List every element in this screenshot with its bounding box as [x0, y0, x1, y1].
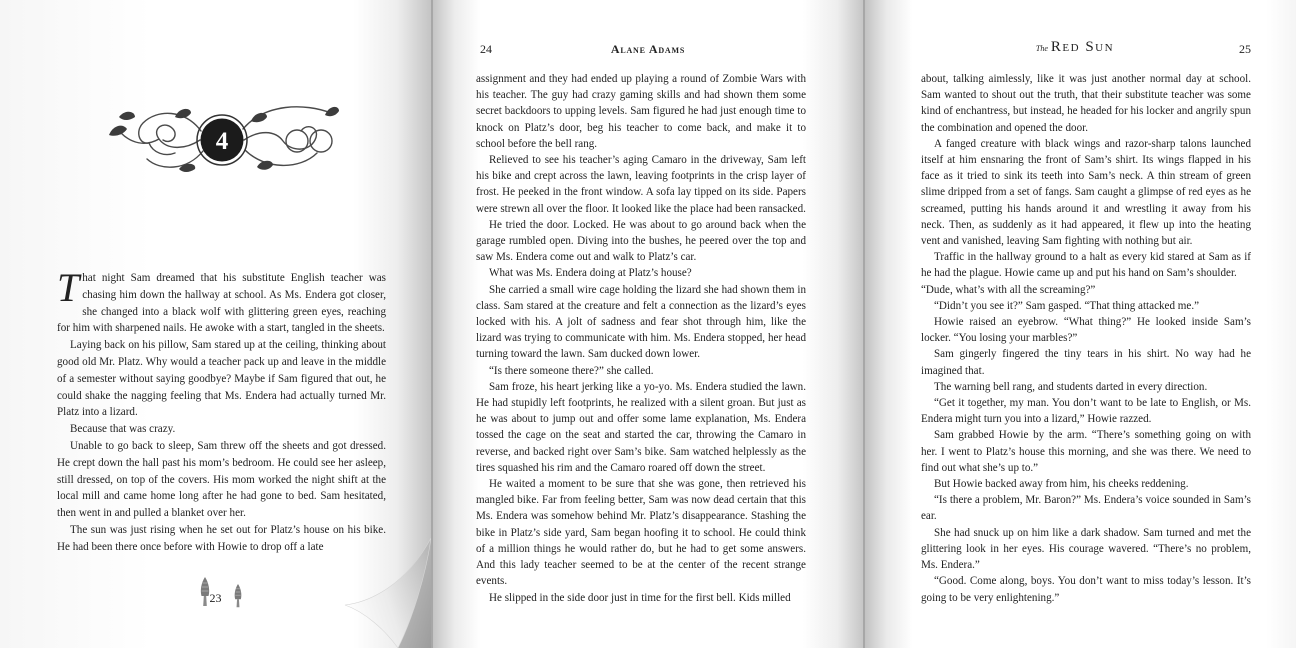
- chapter-number: 4: [215, 128, 229, 155]
- body-paragraph: “Is there someone there?” she called.: [489, 364, 654, 377]
- body-paragraph: assignment and they had ended up playing a round of Zombie Wars with his teacher. The guy had crazy gaming skills and had shown them some secret backdoors to upping levels. Sam figured he had just enough time to knock on Platz’s door, beg his teacher to come back, and make it to school before the bell rang.: [476, 73, 806, 150]
- book-page-middle: [433, 0, 863, 648]
- page-text: [57, 270, 386, 582]
- page-curl[interactable]: [340, 530, 431, 648]
- body-paragraph: The warning bell rang, and students darted in every direction.: [934, 380, 1208, 393]
- body-paragraph: “Good. Come along, boys. You don’t want to miss today’s lesson. It’s going to be very enlightening.”: [921, 575, 1251, 604]
- body-paragraph: [57, 270, 386, 337]
- book-page-left: [0, 0, 431, 648]
- body-paragraph: Because that was crazy.: [70, 423, 176, 436]
- page-number: 24: [480, 42, 492, 56]
- body-paragraph: Unable to go back to sleep, Sam threw off the sheets and got dressed. He crept down the hall past his mom’s bedroom. He could see her asleep, still dressed, on top of the covers. His mom worked the night shift at the local mill and came home long after he had gone to bed. Sam hesitated, then went in and pulled a blanket over her.: [57, 439, 386, 520]
- body-paragraph: A fanged creature with black wings and razor-sharp talons launched itself at him ensnaring the front of Sam’s shirt. Its wings flapped in his face as it tried to sink its teeth into Sam’s neck. A thin stream of green slime dripped from a set of fangs. Sam caught a glimpse of red eyes as he screamed, putting his hands around it and wrestling it away from his neck. Then, as suddenly as it had appeared, it flew up into the heating vent and vanished, leaving Sam fighting with nothing but air.: [921, 137, 1251, 248]
- running-head-author: Alane Adams: [610, 42, 686, 56]
- mushroom-icon: [233, 584, 243, 608]
- drop-cap: T: [57, 270, 80, 310]
- running-head-title-prefix: The: [1035, 44, 1048, 53]
- body-paragraph: Traffic in the hallway ground to a halt as every kid stared at Sam as if he had the plague. Howie came up and put his hand on Sam’s shoulder.: [921, 251, 1251, 280]
- body-paragraph: She carried a small wire cage holding the lizard she had shown them in class. Sam stared at the creature and felt a connection as the lizard’s eyes locked with his. A jolt of sadness and fear shot through him, like the lizard was trying to communicate with him. Ms. Endera stopped, her head turning toward the lawn. Sam ducked down lower.: [476, 283, 806, 361]
- body-paragraph: But Howie backed away from him, his cheeks reddening.: [934, 478, 1189, 491]
- page-number: 25: [1239, 42, 1251, 56]
- body-paragraph: She had snuck up on him like a dark shadow. Sam turned and met the glittering look in her eyes. His courage wavered. “There’s no problem, Ms. Endera.”: [921, 526, 1251, 572]
- body-paragraph: “Is there a problem, Mr. Baron?” Ms. Endera’s voice sounded in Sam’s ear.: [921, 494, 1251, 523]
- book-page-right: [865, 0, 1296, 648]
- chapter-ornament: [105, 95, 340, 190]
- running-head-title-block: [865, 38, 1285, 58]
- body-paragraph: He slipped in the side door just in time for the first bell. Kids milled: [489, 591, 791, 604]
- body-paragraph: Laying back on his pillow, Sam stared up at the ceiling, thinking about good old Mr. Platz. Why would a teacher pack up and leave in the middle of a semester without saying goodbye? Maybe if Sam figured that out, he could shake the nagging feeling that Ms. Endera had actually turned Mr. Platz into a lizard.: [57, 339, 386, 419]
- body-paragraph: Sam gingerly fingered the tiny tears in his shirt. No way had he imagined that.: [921, 348, 1251, 377]
- paragraph-text: hat night Sam dreamed that his substitute English teacher was chasing him down the hallway at school. As Ms. Endera got closer, she changed into a black wolf with glittering green eyes, reaching for him with sharpened nails. He awoke with a start, tangled in the sheets.: [57, 272, 386, 335]
- page-number: 23: [209, 591, 222, 605]
- body-paragraph: Sam grabbed Howie by the arm. “There’s something going on with her. I went to Platz’s house this morning, and she was there. We need to find out what she’s up to.”: [921, 429, 1251, 474]
- body-paragraph: Howie raised an eyebrow. “What thing?” He looked inside Sam’s locker. “You losing your marbles?”: [921, 316, 1251, 345]
- page-text: [921, 71, 1251, 641]
- page-text: [476, 71, 806, 641]
- body-paragraph: “Get it together, my man. You don’t want to be late to English, or Ms. Endera might turn you into a lizard,” Howie razzed.: [921, 397, 1251, 426]
- body-paragraph: The sun was just rising when he set out for Platz’s house on his bike. He had been there once before with Howie to drop off a late: [57, 523, 386, 553]
- body-paragraph: about, talking aimlessly, like it was just another normal day at school. Sam wanted to shout out the truth, that their substitute teacher was some kind of enchantress, but instead, he headed for his locker and angrily spun the combination and opened the door.: [921, 73, 1251, 134]
- body-paragraph: “Didn’t you see it?” Sam gasped. “That thing attacked me.”: [934, 299, 1200, 312]
- body-paragraph: He tried the door. Locked. He was about to go around back when the garage rumbled open. Diving into the bushes, he peered over the top and saw Ms. Endera come out and walk to Platz’s car.: [476, 218, 806, 264]
- running-head-title: Red Sun: [1050, 39, 1115, 55]
- body-paragraph: “Dude, what’s with all the screaming?”: [921, 283, 1096, 296]
- body-paragraph: What was Ms. Endera doing at Platz’s house?: [489, 267, 692, 280]
- body-paragraph: Relieved to see his teacher’s aging Camaro in the driveway, Sam left his bike and crept across the lawn, leaving footprints in the crisp layer of frost. He peeked in the front window. A sofa lay tipped on its side. Papers were strewn all over the floor. It looked like the place had been ransacked.: [476, 154, 806, 215]
- body-paragraph: He waited a moment to be sure that she was gone, then retrieved his mangled bike. Far from feeling better, Sam was now dead certain that this Ms. Endera was somehow behind Mr. Platz’s disappearance. Stashing the bike in Platz’s side yard, Sam began hoofing it to school. He could think of a million things he would rather do, but he had to get some answers. And this lady teacher seemed to be at the center of the recent strange events.: [476, 478, 806, 588]
- body-paragraph: Sam froze, his heart jerking like a yo-yo. Ms. Endera studied the lawn. He had stupidly left footprints, he realized with a silent groan. But just as he was about to jump out and offer some lame explanation, Ms. Endera tossed the cage on the seat and started the car, throwing the Camaro in reverse, and backed right over Sam’s bike. Sam watched helplessly as the tires squashed his rim and the Camaro roared off down the street.: [476, 380, 806, 474]
